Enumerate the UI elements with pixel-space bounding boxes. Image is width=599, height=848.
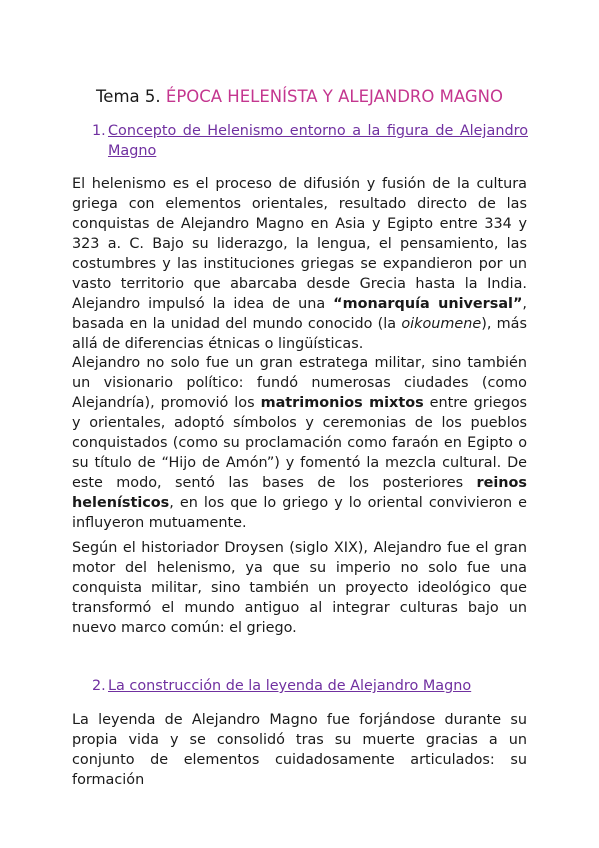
text-run: Alejandro no solo fue un gran estratega militar, sino también un visionario político: fundó numerosas ciudades (como Alejandría), promovió los xyxy=(72,355,527,411)
section-link-1[interactable]: Concepto de Helenismo entorno a la figura de Alejandro Magno xyxy=(108,123,528,159)
text-run: , en los que lo griego y lo oriental convivieron e influyeron mutuamente. xyxy=(72,495,527,531)
section-heading-1 xyxy=(92,121,528,161)
title-main: ÉPOCA HELENÍSTA Y ALEJANDRO MAGNO xyxy=(165,87,503,106)
text-run: ), más allá de diferencias étnicas o lingüísticas. xyxy=(72,316,527,352)
bold-term: reinos helenísticos xyxy=(72,475,527,511)
paragraph-alejandro-politica xyxy=(72,353,527,533)
title-prefix: Tema 5. xyxy=(96,87,161,106)
section-number: 2. xyxy=(92,678,106,694)
bold-term: matrimonios mixtos xyxy=(260,395,424,411)
bold-term: “monarquía universal” xyxy=(333,296,523,312)
page-title xyxy=(0,86,599,108)
paragraph-leyenda: La leyenda de Alejandro Magno fue forjándose durante su propia vida y se consolidó tras su muerte gracias a un conjunto de elementos cuidadosamente articulados: su formación xyxy=(72,712,527,788)
paragraph-droysen: Según el historiador Droysen (siglo XIX), Alejandro fue el gran motor del helenismo, ya que su imperio no solo fue una conquista militar, sino también un proyecto ideológico que transformó el mundo antiguo al integrar culturas bajo un nuevo marco común: el griego. xyxy=(72,540,527,636)
text-run: , basada en la unidad del mundo conocido (la xyxy=(72,296,527,332)
italic-term: oikoumene xyxy=(401,316,482,332)
section-heading-2 xyxy=(92,676,532,696)
section-link-2[interactable]: La construcción de la leyenda de Alejandro Magno xyxy=(108,678,472,694)
text-run: entre griegos y orientales, adoptó símbolos y ceremonias de los pueblos conquistados (como su proclamación como faraón en Egipto o su título de “Hijo de Amón”) y fomentó la mezcla cultural. De este modo, sentó las bases de los posteriores xyxy=(72,395,527,491)
paragraph-helenismo-intro xyxy=(72,174,527,354)
section-number: 1. xyxy=(92,123,106,139)
text-run: El helenismo es el proceso de difusión y fusión de la cultura griega con elementos orientales, resultado directo de las conquistas de Alejandro Magno en Asia y Egipto entre 334 y 323 a. C. Bajo su liderazgo, la lengua, el pensamiento, las costumbres y las instituciones griegas se expandieron por un vasto territorio que abarcaba desde Grecia hasta la India. Alejandro impulsó la idea de una xyxy=(72,176,527,312)
